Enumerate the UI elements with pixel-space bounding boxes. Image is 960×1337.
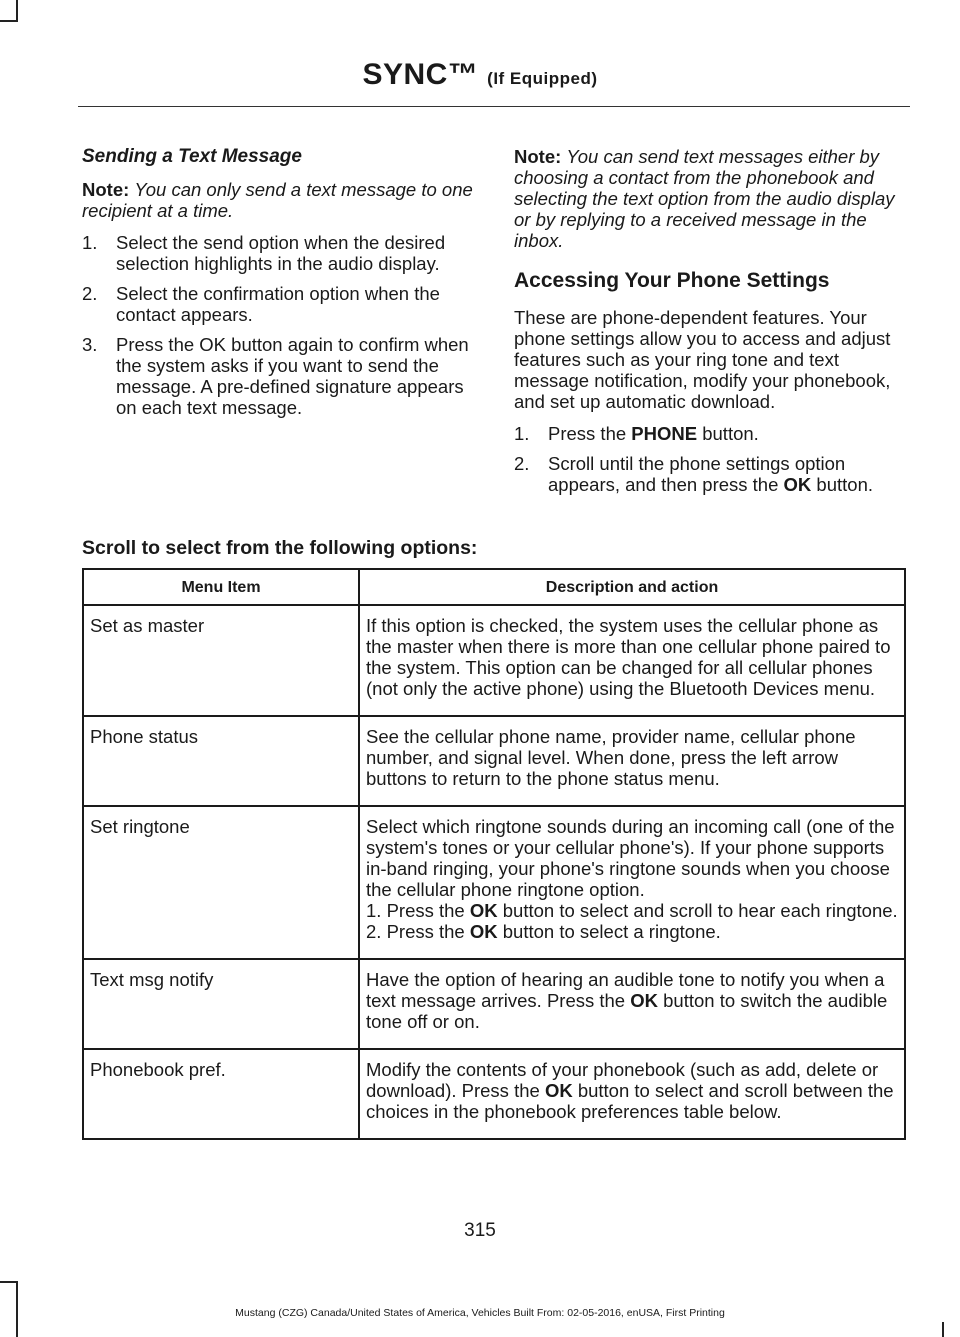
description-text: button to select and scroll to hear each ringtone. [497,900,898,921]
menu-item-cell: Phonebook pref. [83,1049,359,1139]
table-row [83,605,905,716]
description-text [366,900,898,921]
description-text: Have the option of hearing an audible tone to notify you when a text message arrives. Press the [366,969,885,1011]
description-text: 2. Press the [366,921,470,942]
column-header: Menu Item [83,569,359,605]
list-item [514,453,908,495]
options-table [82,568,906,1140]
step-number: 1. [82,232,98,253]
step-text: button. [697,423,759,444]
page-number: 315 [464,1220,496,1241]
button-name: OK [630,990,658,1011]
button-name: OK [469,921,498,942]
description-text: Modify the contents of your phonebook (such as add, delete or download). Press the [366,1059,879,1101]
table-row [83,1049,905,1139]
table-row [83,806,905,959]
crop-mark [16,0,18,22]
description-text: button to select a ringtone. [497,921,721,942]
step-number: 1. [514,423,530,444]
button-name: OK [469,900,498,921]
button-name: OK [544,1080,573,1101]
table-row [83,959,905,1049]
menu-item-cell: Set as master [83,605,359,716]
page-header [0,58,960,92]
crop-mark [0,1281,18,1283]
description-text: button to switch the audible tone off or on. [366,990,888,1032]
column-header: Description and action [359,569,905,605]
header-title: SYNC™ [362,58,479,91]
description-text: button to select and scroll between the choices in the phonebook preferences table below. [366,1080,894,1122]
step-text: button. [811,474,873,495]
crop-mark [942,1322,944,1337]
description-cell [359,806,905,959]
section-heading: Accessing Your Phone Settings [514,269,830,292]
options-heading: Scroll to select from the following options: [82,537,478,559]
description-cell [359,959,905,1049]
right-column [514,146,908,504]
step-text: Select the send option when the desired selection highlights in the audio display. [116,232,446,274]
menu-item-cell: Text msg notify [83,959,359,1049]
header-divider [78,106,910,107]
crop-mark [0,20,18,22]
button-name: OK [783,474,812,495]
page-footer: Mustang (CZG) Canada/United States of America, Vehicles Built From: 02-05-2016, enUSA, First Printing [235,1307,725,1319]
list-item [82,334,474,418]
step-number: 2. [514,453,530,474]
description-text [366,921,898,942]
step-text: Scroll until the phone settings option appears, and then press the [548,453,846,495]
step-number: 2. [82,283,98,304]
list-item [514,423,908,444]
description-text: Select which ringtone sounds during an incoming call (one of the system's tones or your cellular phone's). If your phone supports in-band ringing, your phone's ringtone sounds when you choose the cellular phone ringtone option. [366,816,895,900]
description-cell: See the cellular phone name, provider name, cellular phone number, and signal level. When done, press the left arrow buttons to return to the phone status menu. [359,716,905,806]
note-label: Note: [514,146,562,167]
note-label: Note: [82,179,130,200]
note-text: You can send text messages either by choosing a contact from the phonebook and selecting the text option from the audio display or by replying to a received message in the inbox. [514,146,895,251]
note-text: You can only send a text message to one recipient at a time. [82,179,473,221]
steps-list [514,423,908,495]
table-row [83,716,905,806]
note [514,146,908,251]
intro-paragraph: These are phone-dependent features. Your phone settings allow you to access and adjust features such as your ring tone and text message notification, modify your phonebook, and set up automatic download. [514,307,891,412]
step-text: Press the [548,423,632,444]
step-text: Press the OK button again to confirm when the system asks if you want to send the message. A pre-defined signature appears on each text message. [116,334,469,418]
step-number: 3. [82,334,98,355]
steps-list [82,232,474,418]
description-text: 1. Press the [366,900,470,921]
section-heading: Sending a Text Message [82,146,302,167]
left-column [82,146,474,427]
note [82,179,474,221]
description-cell [359,1049,905,1139]
menu-item-cell: Set ringtone [83,806,359,959]
menu-item-cell: Phone status [83,716,359,806]
button-name: PHONE [631,423,698,444]
list-item [82,283,474,325]
list-item [82,232,474,274]
header-subtitle: (If Equipped) [487,69,598,88]
description-cell: If this option is checked, the system uses the cellular phone as the master when there is more than one cellular phone paired to the system. This option can be changed for all cellular phones (not only the active phone) using the Bluetooth Devices menu. [359,605,905,716]
step-text: Select the confirmation option when the contact appears. [116,283,440,325]
table-header-row [83,569,905,605]
